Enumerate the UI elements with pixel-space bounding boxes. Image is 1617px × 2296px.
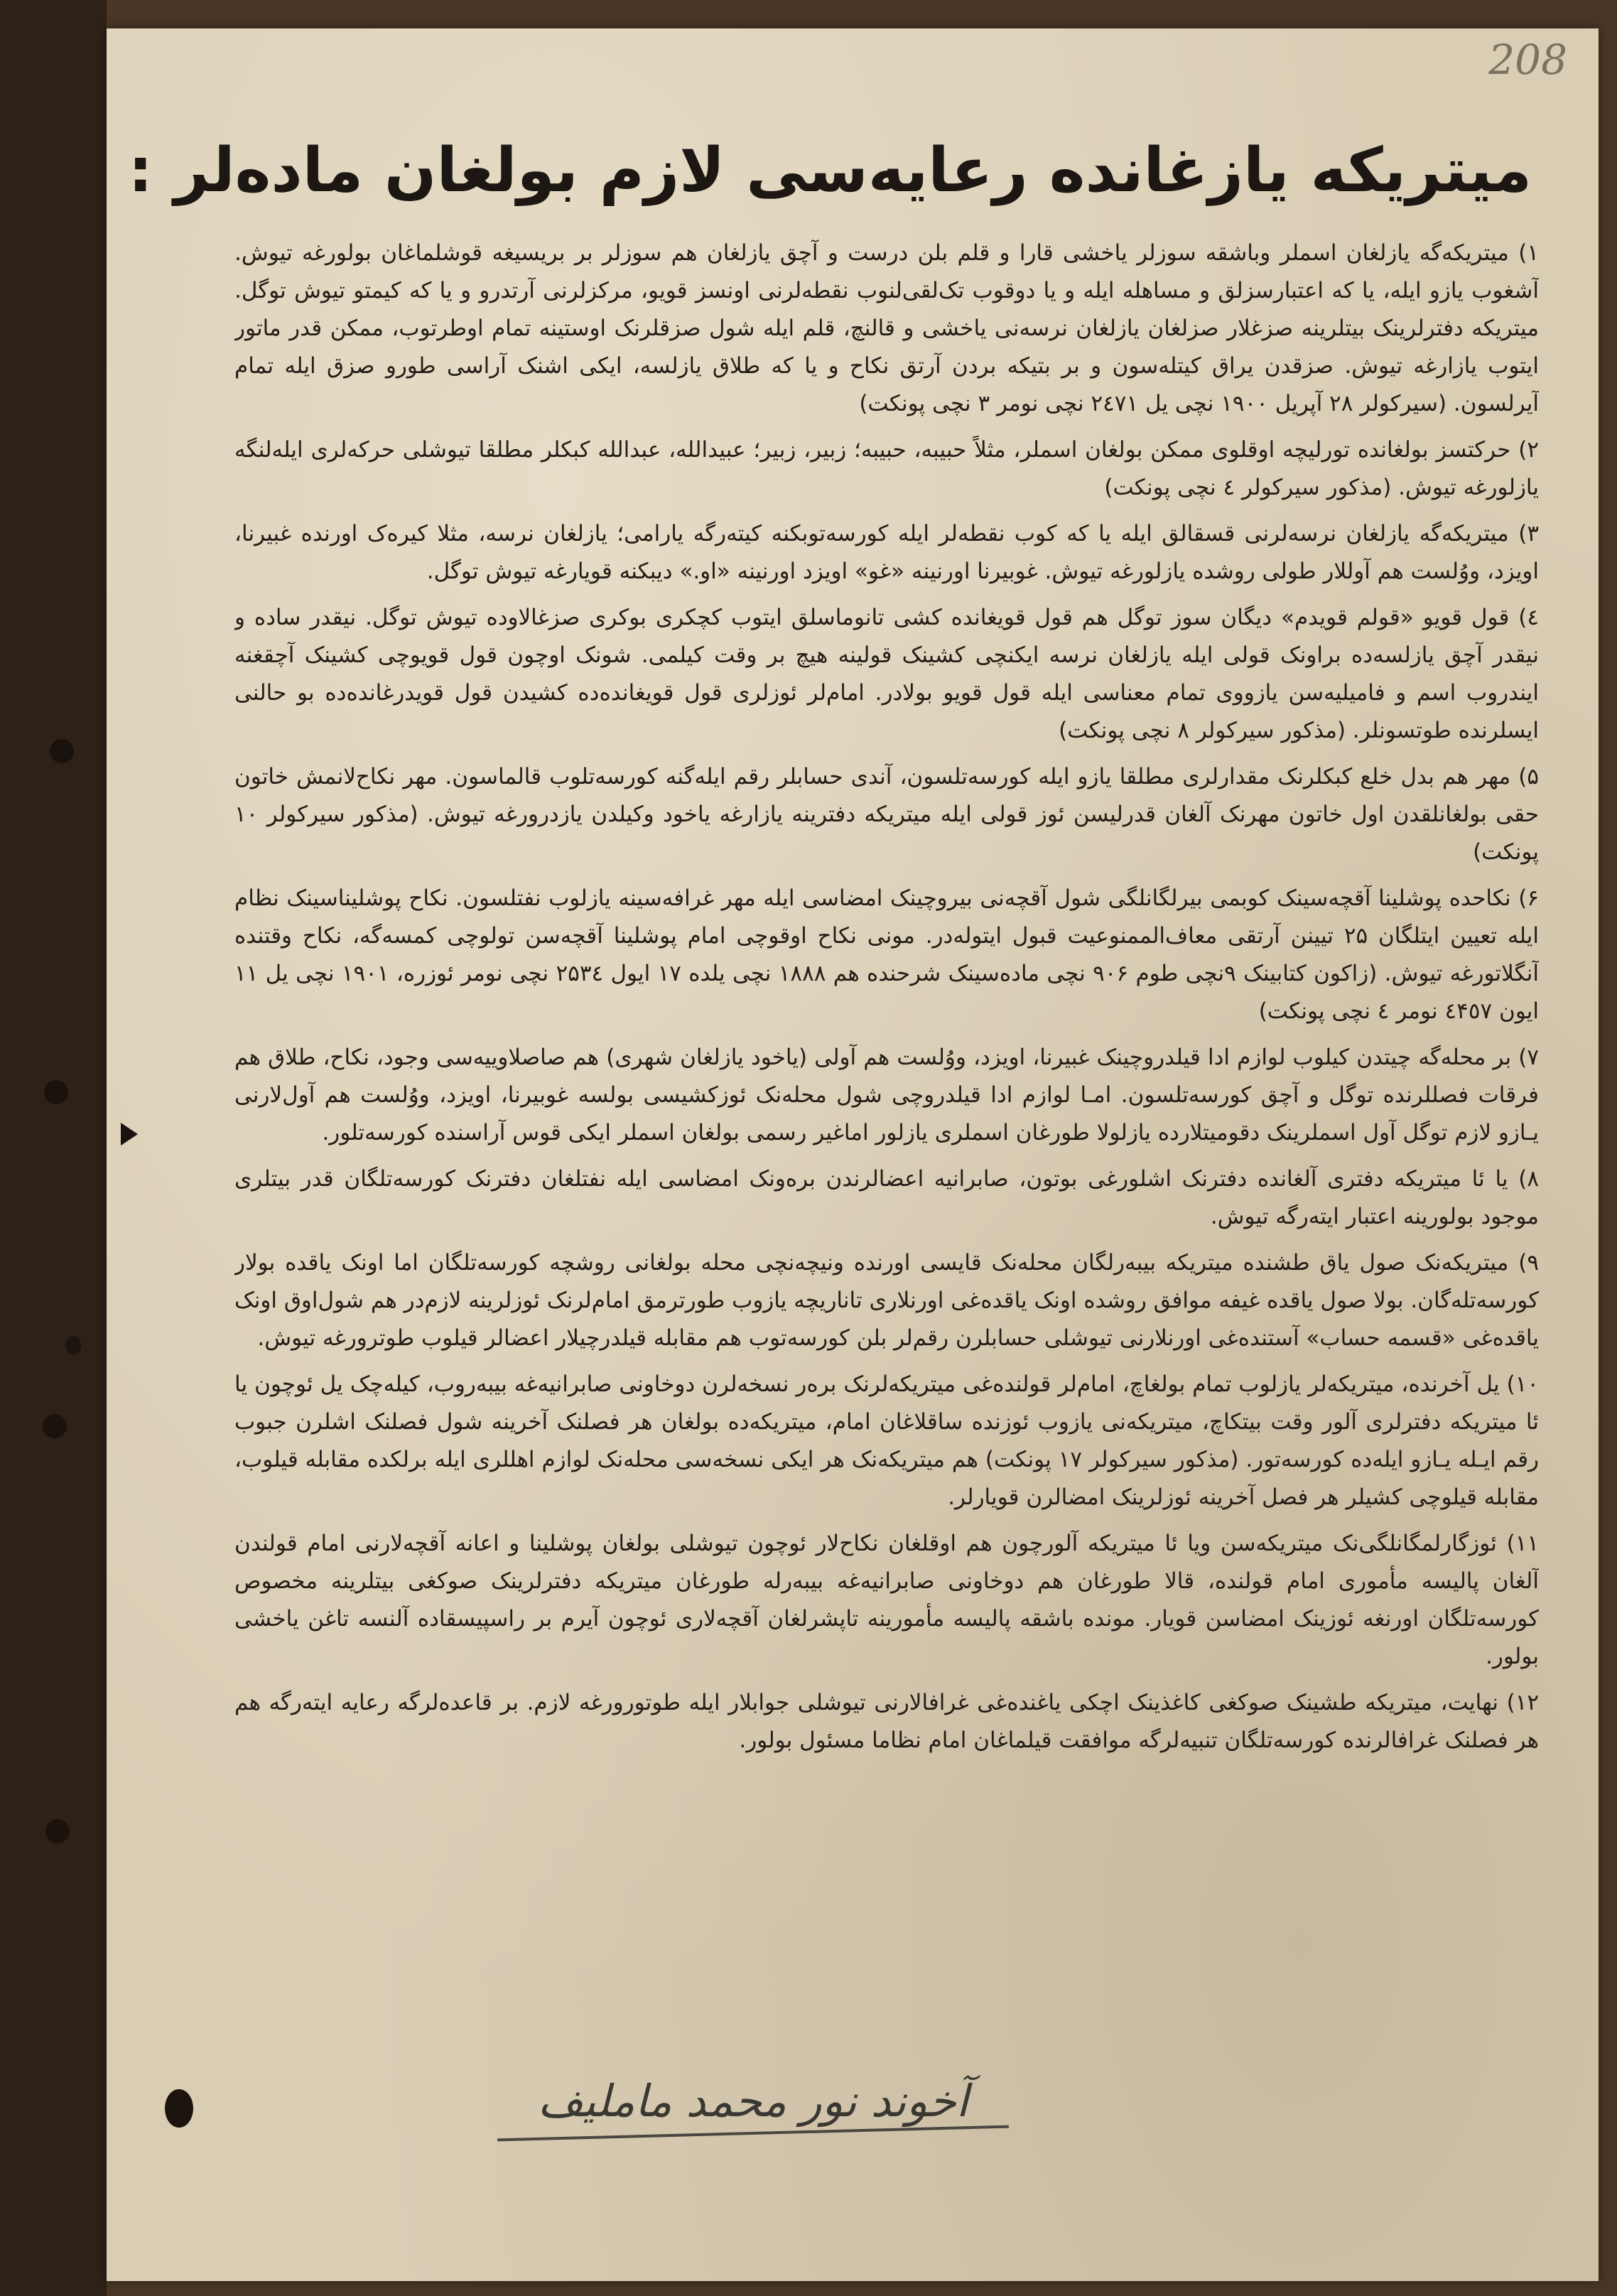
paragraph-8: ۸) یا ئا میتریکه دفتری آلغانده دفترنک اشلورغی بوتون، صابرانیه اعضالرندن بره‌ونک امضاسی ایله نفتلغان دفترنک کورسه‌تلگان قدر بیتلری موجود بولورینه اعتبار ایته‌رگه تیوش.: [234, 1166, 1539, 1229]
paragraph-6: ۶) نکاحده پوشلینا آقچه‌سینک کوبمی بیرلگانلگی شول آقچه‌نی بیروچینک امضاسی ایله مهر غرافه‌سینه یازلوب نفتلسون. نکاح پوشلیناسینک نظام ایله تعیین ایتلگان ۲۵ تیینن آرتقی معاف‌الممنوعیت قبول ایتوله‌در. مونی نکاح اوقوچی امام پوشلینا آقچه‌سن تولوچی کمسه‌گه، نکاح وقتنده آنگلاتورغه تیوش. (زاکون کتابینک ۹نچی طوم ۹۰۶ نچی ماده‌سینک شرحنده هم ۱۸۸۸ نچی یلده ۱۷ ایول ۲۵۳٤ نچی نومر ئوزره، ۱۹۰۱ نچی یل ۱۱ ایون ٤۴٥۷ نومر ٤ نچی پونکت): [234, 885, 1539, 1024]
page-number: 208: [1488, 36, 1567, 84]
punch-hole: [45, 1819, 70, 1843]
margin-arrow-mark: [121, 1123, 138, 1146]
paragraph-3: ۳) میتریکه‌گه یازلغان نرسه‌لرنی قسقالق ایله یا که کوب نقطه‌لر ایله کورسه‌توبکنه کیته‌رگه یارامی؛ یازلغان نرسه، مثلا کیره‌ک اورنده غبیرنا، اویزد، ووُلست هم آوللار طولی روشده یازلورغه تیوش. غوبیرنا اورنینه «غو» اویزد اورنینه «او.» دیبکنه قویارغه تیوش توگل.: [234, 521, 1539, 584]
punch-hole: [44, 1080, 68, 1104]
paragraph-12: ۱۲) نهایت، میتریکه طشینک صوکغی کاغذینک اچکی یاغنده‌غی غرافالارنی تیوشلی جوابلار ایله طوتورورغه لازم. بر قاعده‌لرگه رعایه ایته‌رگه هم هر فصلنک غرافالرنده کورسه‌تلگان تنبیه‌لرگه موافقت قیلماغان امام نظاما مسئول بولور.: [234, 1690, 1539, 1753]
document-body: [234, 235, 1539, 2111]
handwritten-signature: آخوند نور محمد ماملیف: [537, 2075, 969, 2127]
paragraph-11: ۱۱) ئوزگارلمگانلگی‌نک میتریکه‌سن ویا ئا میتریکه آلورچون هم اوقلغان نکاح‌لار ئوچون تیوشلی بولغان پوشلینا و اعانه آقچه‌لارنی امام قولندن آلغان پالیسه مأموری امام قولنده، قالا طورغان هم دوخاونی صابرانیه‌غه بیبه‌رله طورغان میتریکه دفترلرینک صوکغی بیتلرینه مخصوص کورسه‌تلگان اورنغه ئوزینک امضاسن قویار. مونده باشقه پالیسه مأمورینه تاپشرلغان آقچه‌لاری ئوچون آیرم بر راسپیسقاده آلنسه تاغن یاخشی بولور.: [234, 1531, 1539, 1669]
ink-stain: [165, 2089, 193, 2128]
paragraph-5: ۵) مهر هم بدل خلع کبکلرنک مقدارلری مطلقا یازو ایله کورسه‌تلسون، آندی حسابلر رقم ایله‌گنه کورسه‌تلوب قالماسون. مهر نکاح‌لانمش خاتون حقی بولغانلقدن اول خاتون مهرنک آلغان قدرلیسن ئوز قولی ایله میتریکه دفترینه یازارغه یاخود وکیلدن یازدرورغه تیوش. (مذکور سیرکولر ۱۰ پونکت): [234, 764, 1539, 865]
paragraph-9: ۹) میتریکه‌نک صول یاق طشنده میتریکه بیبه‌رلگان محله‌نک قایسی اورنده ونیچه‌نچی محله بولغانی روشچه کورسه‌تلگان اما اونک یاقده بولار کورسه‌تله‌گان. بولا صول یاقده غیفه موافق روشده اونک یاقده‌غی اورنلاری تاناریچه یازوب طورترمق امام‌لرنک ئوزلرینه لازم‌در هم شول‌اوق اونک یاقده‌غی «قسمه حساب» آستنده‌غی اورنلارنی تیوشلی حسابلرن رقم‌لر بلن کورسه‌توب هم مقابله قیلدرچیلار اعضالر قیلوب طوترورغه تیوش.: [234, 1250, 1539, 1351]
paragraph-10: ۱۰) یل آخرنده، میتریکه‌لر یازلوب تمام بولغاچ، امام‌لر قولنده‌غی میتریکه‌لرنک بره‌ر نسخه‌لرن دوخاونی صابرانیه‌غه بیبه‌روب، کیله‌چک یل ئوچون یا ئا میتریکه دفترلری آلور وقت بیتکاچ، میتریکه‌نی یازوب ئوزنده ساقلاغان امام، میتریکه‌ده بولغان هر فصلنک آخرینه شول فصلنک اشلرن جبوب رقم ایـله یـازو ایله‌ده کورسه‌تور. (مذکور سیرکولر ۱۷ پونکت) هم میتریکه‌نک هر ایکی نسخه‌سی محله‌نک لوازم اهللری ایله برلکده مقابله قیلوب، مقابله قیلوچی کشیلر هر فصل آخرینه ئوزلرینک امضالرن قویارلر.: [234, 1371, 1539, 1510]
ink-stain: [65, 1336, 81, 1354]
document-title: میتریکه یازغانده رعایه‌سی لازم بولغان ماده‌لر :: [128, 135, 1532, 206]
binding-strip: [0, 0, 107, 2296]
punch-hole: [50, 739, 74, 763]
paragraph-4: ٤) قول قویو «قولم قویدم» دیگان سوز توگل هم قول قویغانده کشی تانوماسلق ایتوب کچکری بوکری صزغالاوده تیوش توگل. نیقدر ساده و نیقدر آچق یازلسه‌ده براونک قولی ایله یازلغان نرسه ایکنچی کشینک قولینه هیچ بر وقت کیلمی. شونک اوچون قول قویوچی کشینک آچقغنه ایندروب اسم و فامیلیه‌سن یازووی تمام معناسی ایله قول قویو بولادر. امام‌لر ئوزلری قول قویغانده‌ده کشیدن قول قویدرغانده‌ده بو حالنی ایسلرنده طوتسونلر. (مذکور سیرکولر ۸ نچی پونکت): [234, 605, 1539, 743]
paragraph-7: ۷) بر محله‌گه چیتدن کیلوب لوازم ادا قیلدروچینک غبیرنا، اویزد، ووُلست هم آولی (یاخود یازلغان شهری) هم صاصلاوییه‌سی وجود، نکاح، طلاق هم فرقات فصللرنده توگل و آچق کورسه‌تلسون. امـا لوازم ادا قیلدروچی شول محله‌نک ئوزکشیسی بولسه غوبیرنا، اویزد، ووُلست هم آول‌لارنی یـازو لازم توگل آول اسملرینک دقومیتلارده یازلولا طورغان اسملری یازلور اماغیر رسمی بولغان اسملر ایکی قوس آراسنده کورسه‌تلور.: [234, 1045, 1539, 1146]
paragraph-2: ۲) حرکتسز بولغانده تورلیچه اوقلوی ممکن بولغان اسملر، مثلاً حبیبه، حبیبه؛ زبیر، زبیر؛ عبیدالله، عبدالله کبکلر مطلقا تیوشلی حرکه‌لری ایله‌لنگه یازلورغه تیوش. (مذکور سیرکولر ٤ نچی پونکت): [234, 437, 1539, 500]
punch-hole: [43, 1414, 67, 1438]
paragraph-1: ۱) میتریکه‌گه یازلغان اسملر وباشقه سوزلر یاخشی قارا و قلم بلن درست و آچق یازلغان هم سوزلر بر بریسیغه قوشلماغان بولورغه تیوش. آشغوب یازو ایله، یا که اعتبارسزلق و مساهله ایله و یا دوقوب تک‌لقی‌لنوب نقطه‌لرنی اونسز قویو، مرکزلرنی آرتدرو و یا که کیمتو تیوش توگل. میتریکه دفترلرینک بیتلرینه صزغلار صزلغان یازلغان نرسه‌نی یاخشی و قالنچ، قلم ایله شول صزقلرنک اوستینه تمام اوطرتوب، ممکن قدر ماتور ایتوب یازارغه تیوش. صزقدن یراق کیتله‌سون و بر بتیکه بردن آرتق نکاح و یا که طلاق یازلسه، ایکی اشنک آراسی طورو صزق ایله تمام آیرلسون. (سیرکولر ۲۸ آپریل ۱۹۰۰ نچی یل ۲٤٧۱ نچی نومر ۳ نچی پونکت): [234, 240, 1539, 416]
